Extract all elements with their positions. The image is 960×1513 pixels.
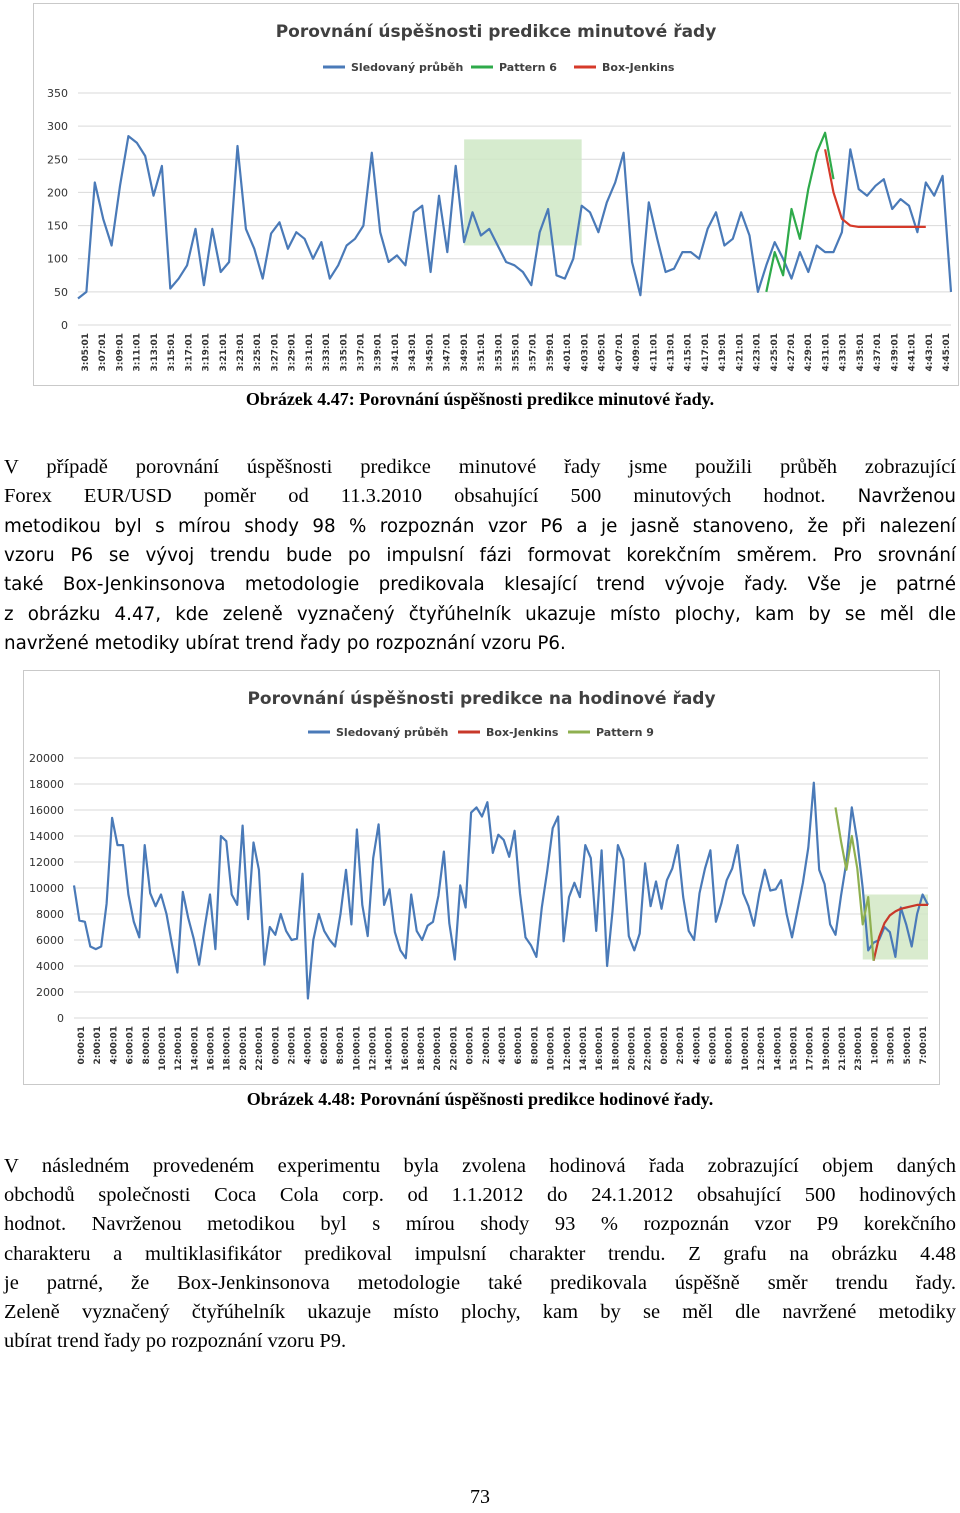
x-tick-label: 4:11:01	[649, 333, 660, 372]
x-tick-label: 12:00:01	[174, 1026, 185, 1071]
text-line: navržené metodiky ubírat trend řady po rozpoznání vzoru P6.	[4, 632, 566, 654]
y-tick-label: 20000	[29, 752, 64, 765]
x-tick-label: 3:31:01	[304, 333, 315, 372]
x-tick-label: 2:00:01	[287, 1026, 298, 1065]
x-tick-label: 22:00:01	[449, 1026, 460, 1071]
x-tick-label: 6:00:01	[514, 1026, 525, 1065]
paragraph-minute-intro	[4, 453, 956, 511]
x-tick-label: 7:00:01	[919, 1026, 929, 1065]
x-tick-label: 3:53:01	[494, 333, 505, 372]
x-tick-label: 3:25:01	[253, 333, 264, 372]
y-tick-label: 12000	[29, 856, 64, 869]
x-tick-label: 2:00:01	[676, 1026, 687, 1065]
text-fragment: Navrženou	[857, 486, 956, 508]
text-line: z obrázku 4.47, kde zeleně vyznačený čtyřúhelník ukazuje místo plochy, kam by se měl dle	[4, 603, 956, 625]
legend-label: Pattern 9	[596, 726, 654, 739]
legend-label: Sledovaný průběh	[351, 61, 464, 74]
text-line: ubírat trend řady po rozpoznání vzoru P9.	[4, 1330, 347, 1353]
x-tick-label: 14:00:01	[579, 1026, 589, 1071]
x-tick-label: 3:17:01	[184, 333, 195, 372]
y-tick-label: 8000	[36, 908, 64, 921]
x-tick-label: 10:00:01	[740, 1026, 751, 1071]
y-tick-label: 100	[47, 252, 68, 266]
x-tick-label: 4:00:01	[498, 1026, 508, 1065]
x-tick-label: 3:05:01	[81, 333, 91, 372]
x-tick-label: 4:25:01	[769, 333, 780, 372]
chart-title: Porovnání úspěšnosti predikce na hodinové řady	[247, 689, 716, 709]
x-tick-label: 3:59:01	[545, 333, 556, 372]
x-tick-label: 17:00:01	[805, 1026, 816, 1071]
x-tick-label: 18:00:01	[222, 1026, 233, 1071]
x-tick-label: 1:00:01	[870, 1026, 881, 1065]
text-line: V následném provedeném experimentu byla zvolena hodinová řada zobrazující objem daných	[4, 1155, 956, 1177]
hourly-chart	[23, 670, 940, 1085]
y-tick-label: 10000	[29, 882, 64, 895]
page-number: 73	[470, 1486, 490, 1508]
x-tick-label: 10:00:01	[158, 1026, 168, 1071]
x-tick-label: 4:07:01	[614, 333, 625, 372]
y-tick-label: 200	[47, 186, 68, 200]
x-tick-label: 3:29:01	[287, 333, 298, 372]
x-tick-label: 4:37:01	[873, 333, 884, 372]
x-tick-label: 3:19:01	[201, 333, 212, 372]
x-tick-label: 3:23:01	[236, 333, 246, 372]
x-tick-label: 3:57:01	[528, 333, 539, 372]
x-tick-label: 22:00:01	[643, 1026, 654, 1071]
y-tick-label: 0	[57, 1012, 64, 1025]
x-tick-label: 0:00:01	[659, 1026, 670, 1065]
x-tick-label: 4:29:01	[804, 333, 815, 372]
y-tick-label: 4000	[36, 960, 64, 973]
x-tick-label: 6:00:01	[125, 1026, 136, 1065]
x-tick-label: 18:00:01	[611, 1026, 622, 1071]
x-tick-label: 4:43:01	[924, 333, 935, 372]
x-tick-label: 3:09:01	[115, 333, 126, 372]
x-tick-label: 14:00:01	[190, 1026, 201, 1071]
x-tick-label: 3:49:01	[459, 333, 470, 372]
x-tick-label: 14:00:01	[384, 1026, 395, 1071]
x-tick-label: 3:07:01	[98, 333, 109, 372]
x-tick-label: 15:00:01	[789, 1026, 800, 1071]
x-tick-label: 3:37:01	[356, 333, 367, 372]
x-tick-label: 6:00:01	[708, 1026, 719, 1065]
x-tick-label: 3:47:01	[442, 333, 453, 372]
x-tick-label: 3:39:01	[373, 333, 384, 372]
hourly-chart-caption: Obrázek 4.48: Porovnání úspěšnosti predikce hodinové řady.	[246, 1089, 714, 1109]
x-tick-label: 4:15:01	[683, 333, 694, 372]
x-tick-label: 4:01:01	[563, 333, 574, 372]
x-tick-label: 8:00:01	[141, 1026, 152, 1065]
x-tick-label: 0:00:01	[271, 1026, 282, 1065]
y-tick-label: 0	[61, 319, 68, 332]
legend-label: Pattern 6	[499, 61, 557, 74]
x-tick-label: 3:35:01	[339, 333, 350, 372]
x-tick-label: 3:33:01	[322, 333, 333, 372]
x-tick-label: 4:00:01	[303, 1026, 314, 1065]
x-tick-label: 4:05:01	[597, 333, 608, 372]
x-tick-label: 0:00:01	[77, 1026, 87, 1065]
y-tick-label: 14000	[29, 830, 64, 843]
x-tick-label: 3:13:01	[149, 333, 160, 372]
y-tick-label: 18000	[29, 778, 64, 791]
x-tick-label: 2:00:01	[481, 1026, 492, 1065]
text-line: Zeleně vyznačený čtyřúhelník ukazuje místo plochy, kam by se měl dle navržené metodiky	[4, 1301, 956, 1324]
x-tick-label: 16:00:01	[206, 1026, 217, 1071]
y-tick-label: 250	[47, 153, 68, 167]
minute-chart-svg	[33, 3, 959, 386]
x-tick-label: 4:23:01	[752, 333, 763, 372]
text-line: také Box-Jenkinsonova metodologie predikovala klesající trend vývoje řady. Vše je patrné	[4, 574, 956, 596]
x-tick-label: 20:00:01	[433, 1026, 444, 1071]
x-tick-label: 5:00:01	[902, 1026, 913, 1065]
y-tick-label: 16000	[29, 804, 64, 817]
x-tick-label: 3:41:01	[391, 333, 401, 372]
x-tick-label: 8:00:01	[530, 1026, 541, 1065]
x-tick-label: 4:19:01	[718, 333, 729, 372]
minute-chart-caption: Obrázek 4.47: Porovnání úspěšnosti predikce minutové řady.	[245, 389, 715, 409]
x-tick-label: 4:21:01	[735, 333, 746, 372]
x-tick-label: 3:11:01	[132, 333, 143, 372]
legend-label: Sledovaný průběh	[336, 726, 449, 739]
x-tick-label: 6:00:01	[319, 1026, 330, 1065]
text-line	[4, 482, 956, 511]
x-tick-label: 2:00:01	[93, 1026, 104, 1065]
highlight-region	[464, 139, 582, 245]
x-tick-label: 18:00:01	[417, 1026, 427, 1071]
x-tick-label: 3:51:01	[477, 333, 488, 372]
paragraph-hourly	[4, 1152, 956, 1356]
chart-title: Porovnání úspěšnosti predikce minutové řady	[275, 22, 717, 42]
x-tick-label: 21:00:01	[838, 1026, 848, 1071]
x-tick-label: 8:00:01	[336, 1026, 347, 1065]
y-tick-label: 300	[47, 120, 68, 134]
x-tick-label: 3:45:01	[425, 333, 436, 372]
x-tick-label: 3:21:01	[218, 333, 229, 372]
x-tick-label: 3:43:01	[408, 333, 419, 372]
legend-label: Box-Jenkins	[602, 61, 675, 74]
x-tick-label: 12:00:01	[562, 1026, 573, 1071]
x-tick-label: 20:00:01	[238, 1026, 249, 1071]
x-tick-label: 23:00:01	[854, 1026, 865, 1071]
x-tick-label: 4:33:01	[838, 333, 849, 372]
minute-chart	[33, 3, 959, 386]
text-line: je patrné, že Box-Jenkinsonova metodologie také predikovala úspěšně směr trendu řady.	[4, 1271, 956, 1294]
paragraph-minute-analysis	[4, 512, 956, 658]
text-fragment: Forex EUR/USD poměr od 11.3.2010 obsahující 500 minutových hodnot.	[4, 485, 826, 508]
y-tick-label: 6000	[36, 934, 64, 947]
y-tick-label: 150	[47, 219, 68, 233]
x-tick-label: 4:00:01	[109, 1026, 120, 1065]
x-tick-label: 3:00:01	[886, 1026, 897, 1065]
x-tick-label: 4:45:01	[942, 333, 952, 372]
x-tick-label: 3:27:01	[270, 333, 281, 372]
x-tick-label: 3:15:01	[167, 333, 178, 372]
y-tick-label: 350	[47, 87, 68, 100]
x-tick-label: 4:03:01	[580, 333, 591, 372]
y-tick-label: 50	[54, 285, 68, 299]
x-tick-label: 4:27:01	[787, 333, 797, 372]
x-tick-label: 0:00:01	[465, 1026, 476, 1065]
x-tick-label: 20:00:01	[627, 1026, 638, 1071]
text-line: metodikou byl s mírou shody 98 % rozpoznán vzor P6 a je jasně stanoveno, že při nalezení	[4, 516, 956, 537]
text-line: obchodů společnosti Coca Cola corp. od 1.1.2012 do 24.1.2012 obsahující 500 hodinových	[4, 1184, 956, 1207]
x-tick-label: 8:00:01	[724, 1026, 735, 1065]
x-tick-label: 4:17:01	[700, 333, 711, 372]
text-line: charakteru a multiklasifikátor predikoval impulsní charakter trendu. Z grafu na obrázku 4.48	[4, 1242, 956, 1265]
x-tick-label: 4:00:01	[692, 1026, 703, 1065]
y-tick-label: 2000	[36, 986, 64, 999]
x-tick-label: 10:00:01	[546, 1026, 557, 1071]
text-line: V případě porovnání úspěšnosti predikce minutové řady jsme použili průběh zobrazující	[4, 456, 956, 478]
x-tick-label: 4:09:01	[632, 333, 642, 372]
x-tick-label: 4:31:01	[821, 333, 832, 372]
x-tick-label: 19:00:01	[821, 1026, 832, 1071]
text-line: hodnot. Navrženou metodikou byl s mírou shody 93 % rozpoznán vzor P9 korekčního	[4, 1213, 956, 1236]
legend-label: Box-Jenkins	[486, 726, 559, 739]
x-tick-label: 22:00:01	[255, 1026, 266, 1071]
x-tick-label: 12:00:01	[757, 1026, 768, 1071]
x-tick-label: 4:41:01	[907, 333, 918, 372]
x-tick-label: 16:00:01	[595, 1026, 606, 1071]
x-tick-label: 16:00:01	[400, 1026, 411, 1071]
x-tick-label: 14:00:01	[773, 1026, 784, 1071]
x-tick-label: 4:35:01	[855, 333, 866, 372]
chart-frame	[24, 671, 940, 1085]
x-tick-label: 10:00:01	[352, 1026, 363, 1071]
x-tick-label: 3:55:01	[511, 333, 522, 372]
x-tick-label: 4:13:01	[666, 333, 677, 372]
x-tick-label: 4:39:01	[890, 333, 901, 372]
x-tick-label: 12:00:01	[368, 1026, 379, 1071]
text-line: vzoru P6 se vývoj trendu bude po impulsní fázi formovat korekčním směrem. Pro srovnání	[4, 545, 956, 567]
hourly-chart-svg	[23, 670, 940, 1085]
